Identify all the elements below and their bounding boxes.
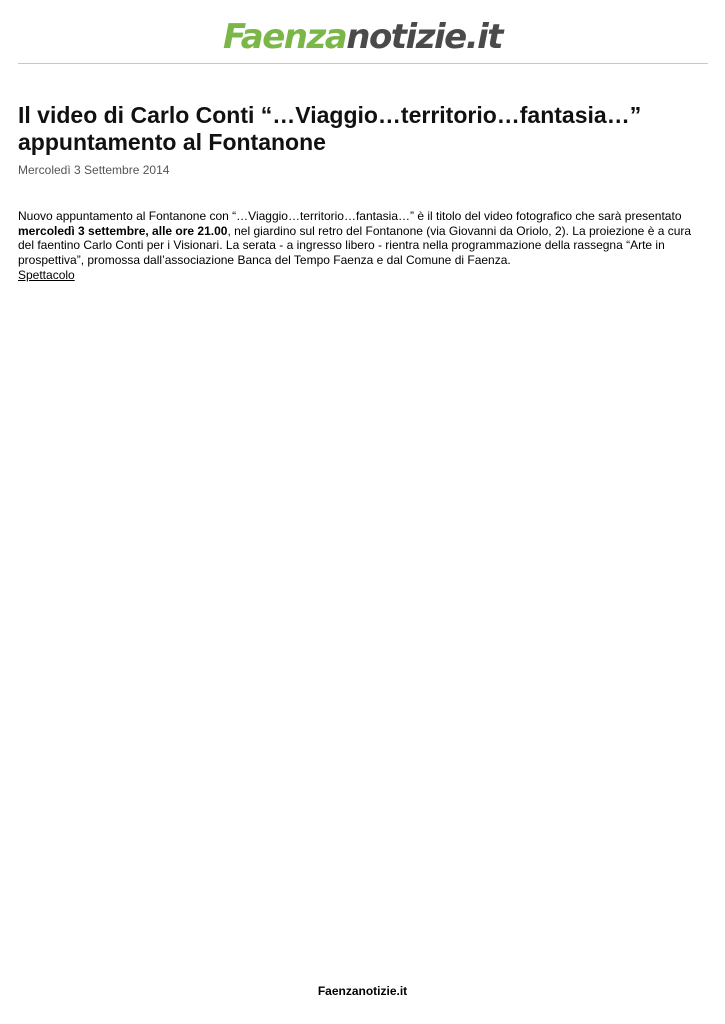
logo-text-faenza: Faenza xyxy=(222,17,347,57)
article-body-event-time: mercoledì 3 settembre, alle ore 21.00 xyxy=(18,223,228,238)
article-title: Il video di Carlo Conti “…Viaggio…territorio…fantasia…” appuntamento al Fontanone xyxy=(18,102,642,155)
footer-site-name: Faenzanotizie.it xyxy=(317,984,408,998)
site-logo[interactable] xyxy=(0,14,725,60)
article-date: Mercoledì 3 Settembre 2014 xyxy=(18,163,170,177)
logo-text-notizie: notizie.it xyxy=(346,17,503,57)
article-body-intro: Nuovo appuntamento al Fontanone con “…Viaggio…territorio…fantasia…” è il titolo del video fotografico che sarà presentato xyxy=(18,209,682,223)
category-link[interactable]: Spettacolo xyxy=(18,268,75,282)
header-divider xyxy=(18,63,708,64)
article-body xyxy=(18,209,708,267)
article-body-details: , nel giardino sul retro del Fontanone (via Giovanni da Oriolo, 2). La proiezione è a cura del faentino Carlo Conti per i Visionari. La serata - a ingresso libero - rientra nella programmazione della rassegna “Arte in prospettiva”, promossa dall’associazione Banca del Tempo Faenza e dal Comune di Faenza. xyxy=(18,223,692,267)
